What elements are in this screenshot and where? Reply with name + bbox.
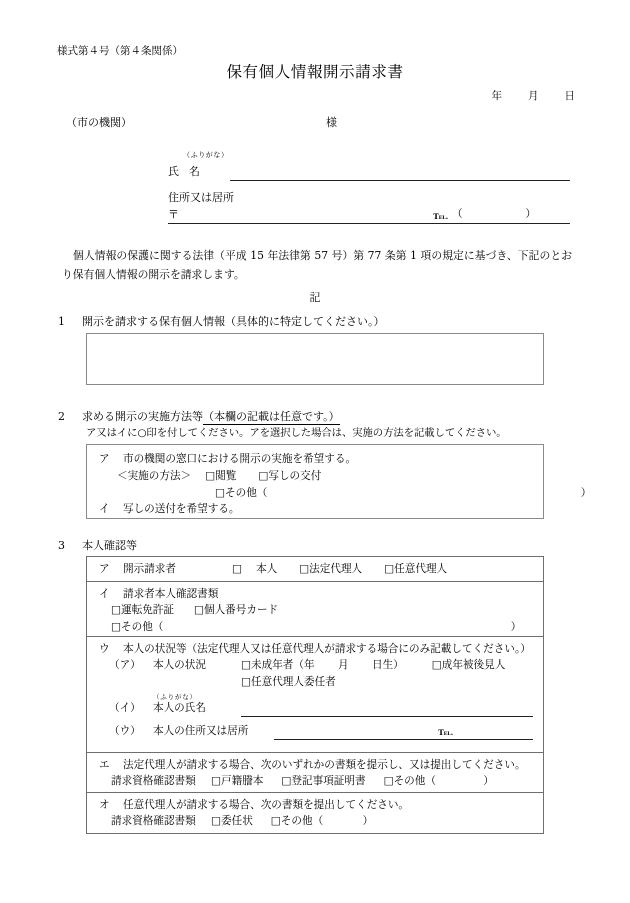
section2-heading-text: 求める開示の実施方法等 xyxy=(82,410,203,423)
section2-options-box xyxy=(86,444,592,519)
section2-option-a-mark: ア xyxy=(99,453,110,465)
checkbox-self-icon: □ xyxy=(231,563,242,575)
date-day-label: 日 xyxy=(564,90,575,102)
applicant-name-input[interactable] xyxy=(230,167,570,181)
form-number: 様式第４号（第４条関係） xyxy=(57,45,183,57)
row-o-option-other-close: ） xyxy=(362,815,374,828)
row-e-option-koseki[interactable]: □戸籍謄本 xyxy=(211,775,264,788)
row-o-option-inin[interactable]: □委任状 xyxy=(211,815,253,828)
section2-method-line xyxy=(117,469,321,485)
section2-optional-note: （本欄の記載は任意です。） xyxy=(203,410,340,423)
date-line xyxy=(492,89,576,105)
row-i-option-mynumber[interactable]: □個人番号カード xyxy=(193,604,279,617)
row-a-mark: ア xyxy=(99,563,110,575)
section2-instruction: ア又はイに○印を付してください。アを選択した場合は、実施の方法を記載してください。 xyxy=(86,427,507,439)
row-u-sub-a-line2 xyxy=(99,674,533,690)
section3-heading xyxy=(58,538,137,555)
row-o-label: 任意代理人が請求する場合、次の書類を提出してください。 xyxy=(123,799,410,811)
row-u-telephone-label: Tel. xyxy=(438,727,453,737)
table-row-requester-type xyxy=(87,557,543,582)
row-u-sub-i-label xyxy=(109,701,241,717)
row-o-line2 xyxy=(99,813,533,829)
row-i-option-other[interactable]: □その他（ xyxy=(111,620,164,633)
row-o-doc-label: 請求資格確認書類 xyxy=(111,815,196,828)
row-u-sub-i-text: 本人の氏名 xyxy=(153,702,206,715)
row-u-sub-u-mark: （ウ） xyxy=(109,725,141,738)
row-u-option-minor[interactable]: □未成年者（ xyxy=(241,659,304,672)
section2-number: 2 xyxy=(58,410,65,423)
addressee-honorific: 様 xyxy=(326,116,337,129)
telephone-label: Tel. xyxy=(433,211,448,221)
section2-option-i-mark: イ xyxy=(99,503,110,515)
table-row-principal-status xyxy=(87,637,543,753)
row-i-line1 xyxy=(99,586,533,602)
row-u-birthdate-input[interactable] xyxy=(304,659,404,671)
section1-entry-box[interactable] xyxy=(86,333,544,385)
section3-heading-text: 本人確認等 xyxy=(82,539,137,552)
section2-method-label: ＜実施の方法＞ xyxy=(117,470,192,482)
section2-method-option-other[interactable]: □その他（ xyxy=(215,487,268,499)
furigana-label: （ふりがな） xyxy=(183,151,229,159)
row-u-sub-i xyxy=(99,701,533,717)
row-e-mark: エ xyxy=(99,759,110,771)
identity-verification-table xyxy=(86,556,544,834)
postal-mark: 〒 xyxy=(168,207,179,221)
row-u-principal-name-input[interactable] xyxy=(241,703,533,717)
row-a-line xyxy=(99,561,533,577)
row-u-sub-u xyxy=(99,724,533,740)
row-i-option-other-close: ） xyxy=(510,620,522,633)
row-u-sub-u-label xyxy=(109,724,274,740)
row-o-option-other[interactable]: □その他（ xyxy=(270,815,324,828)
table-row-legal-rep-documents xyxy=(87,753,543,793)
row-u-sub-a-label: 本人の状況 xyxy=(153,659,206,672)
ki-marker: 記 xyxy=(309,291,321,304)
row-o-mark: オ xyxy=(99,799,110,811)
row-a-option-self-label: 本人 xyxy=(255,563,278,575)
applicant-address-label: 住所又は居所 xyxy=(168,191,234,204)
addressee-organization: （市の機関） xyxy=(66,116,132,129)
row-u-furigana-label: （ふりがな） xyxy=(153,693,197,702)
row-i-line3 xyxy=(99,619,533,635)
section2-method-other-close: ） xyxy=(580,487,592,499)
row-i-mark: イ xyxy=(99,588,110,600)
row-e-line2 xyxy=(99,773,533,789)
row-u-principal-address-input[interactable] xyxy=(274,726,533,740)
section1-heading xyxy=(58,314,385,331)
row-u-birth-day: 日生） xyxy=(371,659,404,672)
row-u-sub-a-mark: （ア） xyxy=(109,659,141,672)
row-a-option-self[interactable] xyxy=(176,563,277,575)
section2-option-a[interactable] xyxy=(99,452,356,468)
row-u-birth-year: 年 xyxy=(303,659,315,672)
row-u-line1 xyxy=(99,641,533,657)
row-u-sub-u-text: 本人の住所又は居所 xyxy=(153,725,249,738)
row-e-doc-label: 請求資格確認書類 xyxy=(111,775,196,788)
section1-number: 1 xyxy=(58,315,65,328)
row-e-option-other[interactable]: □その他（ xyxy=(383,775,436,788)
section2-option-i[interactable] xyxy=(99,502,240,518)
section3-number: 3 xyxy=(58,539,65,552)
row-a-option-legal-rep[interactable]: □法定代理人 xyxy=(299,563,363,575)
row-u-birth-month: 月 xyxy=(337,659,349,672)
row-i-label: 請求者本人確認書類 xyxy=(123,588,219,600)
date-month-label: 月 xyxy=(528,90,539,102)
row-u-mark: ウ xyxy=(99,643,110,655)
row-a-label: 開示請求者 xyxy=(123,563,176,575)
section2-method-other-line xyxy=(215,486,591,502)
section2-heading xyxy=(58,409,340,426)
table-row-voluntary-rep-documents xyxy=(87,793,543,833)
row-i-option-license[interactable]: □運転免許証 xyxy=(111,604,174,617)
applicant-address-row xyxy=(168,207,570,224)
section2-method-option-copy[interactable]: □写しの交付 xyxy=(258,470,322,482)
row-o-line1 xyxy=(99,797,533,813)
row-e-line1 xyxy=(99,757,533,773)
table-row-identity-documents xyxy=(87,582,543,637)
addressee xyxy=(66,115,337,132)
row-a-option-voluntary-rep[interactable]: □任意代理人 xyxy=(384,563,448,575)
legal-basis-paragraph: 個人情報の保護に関する法律（平成 15 年法律第 57 号）第 77 条第 1 項の規定に基づき、下記のとおり保有個人情報の開示を請求します。 xyxy=(62,249,572,281)
section2-option-i-text: 写しの送付を希望する。 xyxy=(123,503,240,515)
row-u-option-delegator[interactable]: □任意代理人委任者 xyxy=(241,675,336,688)
row-u-label: 本人の状況等（法定代理人又は任意代理人が請求する場合にのみ記載してください。） xyxy=(123,643,531,655)
row-e-option-other-close: ） xyxy=(483,775,494,788)
section2-method-option-browse[interactable]: □閲覧 xyxy=(205,470,237,482)
applicant-telephone-input[interactable]: （ ） xyxy=(452,208,550,221)
applicant-name-row xyxy=(168,164,570,181)
row-e-option-touki[interactable]: □登記事項証明書 xyxy=(281,775,366,788)
applicant-name-label: 氏名 xyxy=(168,165,210,178)
row-u-sub-a xyxy=(99,657,533,673)
page-title: 保有個人情報開示請求書 xyxy=(226,63,404,81)
section2-option-a-text: 市の機関の窓口における開示の実施を希望する。 xyxy=(123,453,357,465)
section1-heading-text: 開示を請求する保有個人情報（具体的に特定してください。） xyxy=(82,315,385,328)
row-u-option-ward[interactable]: □成年被後見人 xyxy=(431,659,506,672)
date-year-label: 年 xyxy=(491,90,502,102)
row-u-sub-i-mark: （イ） xyxy=(109,702,141,715)
row-i-line2 xyxy=(99,602,533,618)
row-e-label: 法定代理人が請求する場合、次のいずれかの書類を提示し、又は提出してください。 xyxy=(123,759,526,771)
